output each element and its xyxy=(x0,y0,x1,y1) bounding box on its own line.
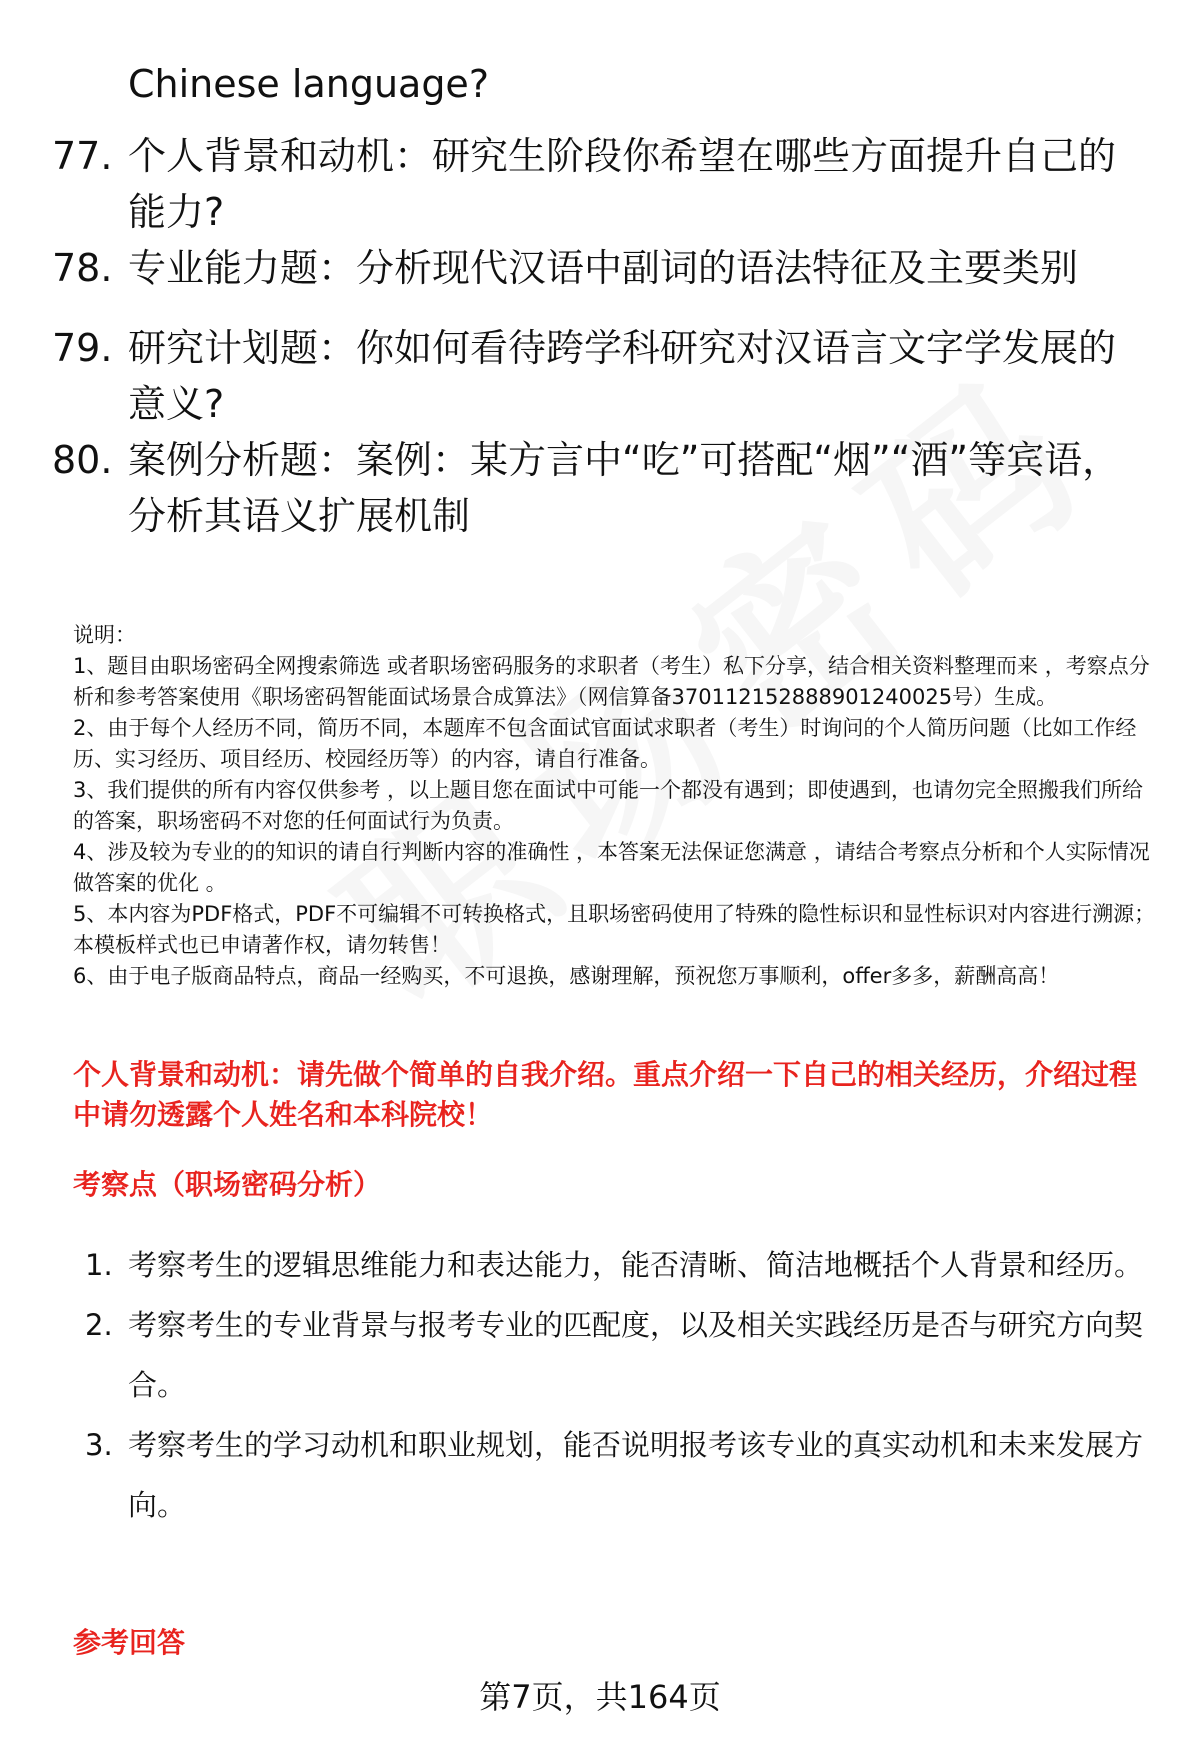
question-item xyxy=(52,432,1152,544)
analysis-point-text: 考察考生的逻辑思维能力和表达能力，能否清晰、简洁地概括个人背景和经历。 xyxy=(128,1248,1144,1282)
question-number: 78. xyxy=(52,246,113,290)
note-item: 4、涉及较为专业的的知识的请自行判断内容的准确性 ，本答案无法保证您满意 ，请结合考察点分析和个人实际情况做答案的优化 。 xyxy=(73,840,1150,895)
analysis-point-number: 3. xyxy=(85,1428,113,1462)
question-text: 研究计划题：你如何看待跨学科研究对汉语言文字学发展的意义? xyxy=(128,326,1117,426)
analysis-point-text: 考察考生的专业背景与报考专业的匹配度，以及相关实践经历是否与研究方向契合。 xyxy=(128,1308,1144,1402)
notes-title: 说明： xyxy=(73,623,136,647)
previous-question-tail: Chinese language? xyxy=(128,62,489,106)
reference-answer-heading: 参考回答 xyxy=(73,1626,186,1659)
analysis-point-text: 考察考生的学习动机和职业规划，能否说明报考该专业的真实动机和未来发展方向。 xyxy=(128,1428,1144,1522)
note-item: 3、我们提供的所有内容仅供参考 ，以上题目您在面试中可能一个都没有遇到；即使遇到，也请勿完全照搬我们所给的答案，职场密码不对您的任何面试行为负责。 xyxy=(73,778,1144,833)
analysis-heading: 考察点（职场密码分析） xyxy=(73,1168,382,1201)
question-text: 专业能力题：分析现代汉语中副词的语法特征及主要类别 xyxy=(128,246,1079,290)
question-number: 80. xyxy=(52,438,113,482)
analysis-point xyxy=(85,1415,1165,1535)
question-text: 案例分析题：案例：某方言中“吃”可搭配“烟”“酒”等宾语，分析其语义扩展机制 xyxy=(128,438,1121,538)
question-item xyxy=(52,240,1152,296)
note-item: 1、题目由职场密码全网搜索筛选 或者职场密码服务的求职者（考生）私下分享，结合相关资料整理而来 ，考察点分析和参考答案使用《职场密码智能面试场景合成算法》（网信算备370112152888901240025号）生成。 xyxy=(73,654,1150,709)
note-item: 2、由于每个人经历不同，简历不同，本题库不包含面试官面试求职者（考生）时询问的个人简历问题（比如工作经历、实习经历、项目经历、校园经历等）的内容，请自行准备。 xyxy=(73,716,1137,771)
question-number: 79. xyxy=(52,326,113,370)
question-item xyxy=(52,320,1152,432)
note-item: 6、由于电子版商品特点，商品一经购买，不可退换，感谢理解，预祝您万事顺利，offer多多，薪酬高高！ xyxy=(73,964,1060,988)
analysis-point xyxy=(85,1235,1165,1295)
analysis-list xyxy=(85,1235,1165,1535)
analysis-point-number: 2. xyxy=(85,1308,113,1342)
featured-question: 个人背景和动机：请先做个简单的自我介绍。重点介绍一下自己的相关经历，介绍过程中请勿透露个人姓名和本科院校！ xyxy=(73,1058,1138,1131)
question-item xyxy=(52,128,1152,240)
notes-section xyxy=(73,620,1163,992)
analysis-point-number: 1. xyxy=(85,1248,113,1282)
question-number: 77. xyxy=(52,134,113,178)
note-item: 5、本内容为PDF格式，PDF不可编辑不可转换格式，且职场密码使用了特殊的隐性标识和显性标识对内容进行溯源；本模板样式也已申请著作权，请勿转售！ xyxy=(73,902,1156,957)
question-text: 个人背景和动机：研究生阶段你希望在哪些方面提升自己的能力? xyxy=(128,134,1117,234)
page-number: 第7页，共164页 xyxy=(479,1678,721,1716)
analysis-point xyxy=(85,1295,1165,1415)
